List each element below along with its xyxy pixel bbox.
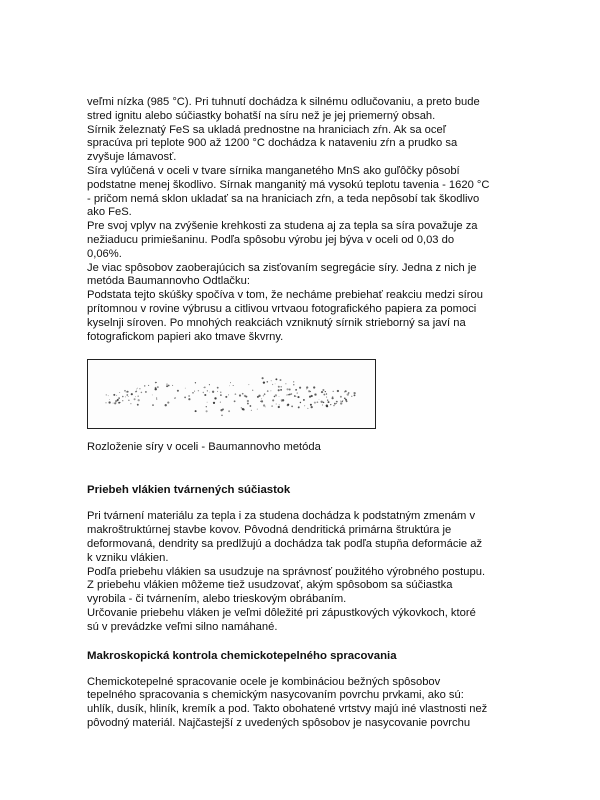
text-line: makroštruktúrnej stavbe kovov. Pôvodná dendritická primárna štruktúra je bbox=[87, 524, 452, 537]
sulfur-speckle bbox=[286, 395, 287, 396]
sulfur-speckle bbox=[340, 403, 342, 405]
sulfur-speckle bbox=[290, 393, 292, 395]
sulfur-speckle bbox=[271, 406, 273, 408]
sulfur-speckle bbox=[275, 395, 277, 397]
sulfur-speckle bbox=[279, 396, 280, 397]
text-line: podstatne menej škodlivo. Sírnak manganitý má vysokú teplotu tavenia - 1620 °C bbox=[87, 178, 490, 191]
sulfur-speckle bbox=[251, 410, 252, 411]
sulfur-speckle bbox=[137, 388, 138, 389]
sulfur-speckle bbox=[270, 391, 271, 392]
sulfur-speckle bbox=[204, 394, 206, 396]
sulfur-speckle bbox=[261, 399, 262, 400]
sulfur-speckle bbox=[333, 391, 334, 392]
sulfur-speckle bbox=[198, 390, 199, 391]
sulfur-speckle bbox=[336, 403, 337, 404]
sulfur-speckle bbox=[203, 392, 204, 393]
text-line: pôvodný materiál. Najčastejší z uvedených spôsobov je nasycovanie povrchu bbox=[87, 716, 471, 729]
section-heading-chemical-heat-treatment: Makroskopická kontrola chemickotepelného spracovania bbox=[87, 649, 397, 662]
text-line: Sírnik železnatý FeS sa ukladá prednostne na hraniciach zŕn. Ak sa oceľ bbox=[87, 123, 446, 136]
sulfur-speckle bbox=[274, 396, 275, 397]
text-line: zvyšuje lámavosť. bbox=[87, 151, 177, 164]
sulfur-speckle bbox=[184, 397, 186, 399]
text-line: spracúva pri teplote 900 až 1200 °C dochádza k nataveniu zŕn a prudko sa bbox=[87, 137, 458, 150]
sulfur-speckle bbox=[209, 384, 210, 385]
sulfur-speckle bbox=[310, 404, 312, 406]
sulfur-speckle bbox=[221, 415, 222, 416]
sulfur-speckle bbox=[319, 399, 320, 400]
sulfur-speckle bbox=[220, 392, 221, 393]
sulfur-speckle bbox=[212, 391, 214, 393]
sulfur-speckle bbox=[156, 382, 157, 383]
sulfur-speckle bbox=[263, 405, 265, 407]
sulfur-speckle bbox=[351, 396, 352, 397]
sulfur-speckle bbox=[314, 402, 316, 404]
sulfur-speckle bbox=[280, 389, 282, 391]
sulfur-speckle bbox=[297, 393, 298, 394]
chemical-heat-treatment-text-block bbox=[87, 676, 527, 731]
sulfur-speckle bbox=[106, 395, 107, 396]
text-line: deformovaná, dendrity sa predlžujú a dochádza tak podľa stupňa deformácie až bbox=[87, 537, 483, 550]
sulfur-speckle bbox=[141, 392, 143, 394]
sulfur-speckle bbox=[330, 404, 331, 405]
sulfur-speckle bbox=[278, 390, 280, 392]
sulfur-speckle bbox=[289, 389, 291, 391]
sulfur-speckle bbox=[271, 381, 272, 382]
sulfur-speckle bbox=[128, 400, 129, 401]
sulfur-speckle bbox=[230, 383, 231, 384]
sulfur-speckle bbox=[220, 395, 222, 397]
sulfur-speckle bbox=[124, 390, 126, 392]
text-line: Z priebehu vlákien môžeme tiež usudzovať, akým spôsobom sa súčiastka bbox=[87, 579, 453, 592]
sulfur-speckle bbox=[228, 395, 229, 396]
sulfur-speckle bbox=[265, 407, 266, 408]
text-line: Podľa priebehu vlákien sa usudzuje na správnosť použitého výrobného postupu. bbox=[87, 565, 486, 578]
sulfur-speckle bbox=[185, 388, 186, 389]
text-line: Síra vylúčená v oceli v tvare sírnika manganetého MnS ako guľôčky pôsobí bbox=[87, 164, 460, 177]
sulfur-speckle bbox=[126, 394, 128, 396]
sulfur-speckle bbox=[261, 401, 263, 403]
sulfur-speckle bbox=[206, 406, 207, 407]
sulfur-speckle bbox=[114, 403, 116, 405]
sulfur-speckle bbox=[157, 386, 159, 388]
sulfur-speckle bbox=[220, 402, 221, 403]
sulfur-speckle bbox=[257, 409, 258, 410]
sulfur-speckle bbox=[125, 397, 126, 398]
sulfur-speckle bbox=[321, 401, 323, 403]
sulfur-speckle bbox=[306, 387, 308, 389]
sulfur-speckle bbox=[322, 405, 323, 406]
sulfur-speckle bbox=[293, 384, 294, 385]
sulfur-speckle bbox=[138, 399, 140, 401]
sulfur-speckle bbox=[242, 408, 244, 410]
sulfur-speckle bbox=[119, 392, 120, 393]
sulfur-speckle bbox=[322, 389, 324, 391]
sulfur-speckle bbox=[113, 394, 115, 396]
sulfur-speckle bbox=[203, 388, 204, 389]
sulfur-speckle bbox=[280, 386, 281, 387]
sulfur-speckle bbox=[233, 385, 234, 386]
sulfur-speckle bbox=[217, 387, 219, 389]
sulfur-speckle bbox=[165, 404, 167, 406]
sulfur-speckle bbox=[341, 401, 343, 403]
sulfur-speckle bbox=[155, 388, 157, 390]
sulfur-speckle bbox=[300, 402, 301, 403]
text-line: prítomnou v rovine výbrusu a citlivou vrtvaou fotografického papiera za pomoci bbox=[87, 302, 477, 315]
sulfur-speckle bbox=[289, 394, 291, 396]
sulfur-speckle bbox=[136, 389, 137, 390]
sulfur-speckle bbox=[328, 402, 330, 404]
sulfur-speckle bbox=[234, 401, 236, 403]
sulfur-speckle bbox=[128, 397, 129, 398]
sulfur-speckle bbox=[281, 401, 282, 402]
sulfur-speckle bbox=[325, 391, 326, 392]
sulfur-speckle bbox=[275, 384, 276, 385]
sulfur-speckle bbox=[152, 395, 153, 396]
sulfur-speckle bbox=[317, 402, 319, 404]
text-line: ako FeS. bbox=[87, 206, 132, 219]
sulfur-speckle bbox=[262, 378, 264, 380]
sulfur-speckle bbox=[207, 391, 208, 392]
sulfur-speckle bbox=[263, 382, 265, 384]
sulfur-speckle bbox=[293, 382, 294, 383]
text-line: k vzniku vlákien. bbox=[87, 551, 169, 564]
sulfur-speckle bbox=[195, 410, 197, 412]
sulfur-speckle bbox=[137, 396, 139, 398]
sulfur-speckle bbox=[235, 394, 237, 396]
baumann-print-figure bbox=[87, 359, 376, 429]
sulfur-speckle bbox=[250, 405, 252, 407]
text-line: fotografickom papieri ako tmave škvrny. bbox=[87, 330, 284, 343]
text-line: Podstata tejto skúšky spočíva v tom, že necháme prebiehať reakciu medzi sírou bbox=[87, 289, 483, 302]
sulfur-speckle bbox=[152, 405, 154, 407]
sulfur-speckle-image bbox=[88, 360, 375, 428]
sulfur-speckle bbox=[294, 395, 296, 397]
sulfur-speckle bbox=[298, 407, 300, 409]
sulfur-speckle bbox=[321, 391, 323, 393]
sulfur-speckle bbox=[122, 396, 124, 398]
sulfur-speckle bbox=[326, 397, 327, 398]
sulfur-speckle bbox=[340, 396, 342, 398]
sulfur-speckle bbox=[314, 394, 316, 396]
sulfur-speckle bbox=[354, 395, 356, 397]
sulfur-speckle bbox=[108, 396, 109, 397]
sulfur-speckle bbox=[267, 391, 269, 393]
sulfur-speckle bbox=[168, 385, 170, 387]
sulfur-speckle bbox=[105, 403, 106, 404]
sulfur-speckle bbox=[304, 406, 305, 407]
sulfur-speckle bbox=[119, 402, 120, 403]
sulfur-speckle bbox=[272, 400, 274, 402]
sulfur-speckle bbox=[309, 396, 311, 398]
sulfur-speckle bbox=[327, 400, 328, 401]
sulfur-speckle bbox=[225, 396, 227, 398]
sulfur-speckle bbox=[260, 401, 261, 402]
sulfur-speckle bbox=[118, 398, 120, 400]
sulfur-speckle bbox=[287, 389, 289, 391]
sulfur-speckle bbox=[156, 398, 157, 399]
sulfur-speckle bbox=[113, 403, 114, 404]
sulfur-speckle bbox=[348, 392, 350, 394]
sulfur-speckle bbox=[248, 384, 249, 385]
sulfur-speckle bbox=[306, 389, 307, 390]
sulfur-speckle bbox=[220, 409, 222, 411]
sulfur-speckle bbox=[313, 387, 315, 389]
sulfur-speckle bbox=[278, 406, 280, 408]
sulfur-speckle bbox=[353, 392, 355, 394]
fiber-flow-text-block bbox=[87, 510, 527, 634]
sulfur-speckle bbox=[285, 384, 286, 385]
text-line: vyrobila - či tvárnením, alebo trieskovým obrábaním. bbox=[87, 593, 347, 606]
sulfur-speckle bbox=[135, 391, 136, 392]
sulfur-speckle bbox=[308, 390, 310, 392]
text-line: - pričom nemá sklon ukladať sa na hraniciach zŕn, a teda nepôsobí tak škodlivo bbox=[87, 192, 480, 205]
sulfur-speckle bbox=[299, 387, 301, 389]
sulfur-speckle bbox=[229, 386, 230, 387]
text-line: 0,06%. bbox=[87, 247, 122, 260]
sulfur-speckle bbox=[272, 384, 273, 385]
sulfur-speckle bbox=[214, 398, 216, 400]
sulfur-speckle bbox=[131, 393, 133, 395]
sulfur-speckle bbox=[326, 394, 327, 395]
text-line: veľmi nízka (985 °C). Pri tuhnutí dochádza k silnému odlučovaniu, a preto bude bbox=[87, 96, 480, 108]
sulfur-speckle bbox=[109, 399, 110, 400]
text-line: Je viac spôsobov zaoberajúcich sa zisťovaním segregácie síry. Jedna z nich je bbox=[87, 261, 477, 274]
sulfur-speckle bbox=[323, 402, 325, 404]
sulfur-speckle bbox=[344, 398, 346, 400]
sulfur-speckle bbox=[188, 395, 190, 397]
sulfur-speckle bbox=[257, 396, 259, 398]
sulfur-speckle bbox=[344, 392, 345, 393]
sulfur-speckle bbox=[291, 406, 293, 408]
sulfur-speckle bbox=[134, 399, 136, 401]
sulfur-speckle bbox=[280, 379, 282, 381]
sulfur-speckle bbox=[340, 401, 341, 402]
sulfur-speckle bbox=[188, 398, 190, 400]
text-line: sú v prevádzke veľmi silno namáhané. bbox=[87, 620, 278, 633]
sulfur-speckle bbox=[192, 392, 194, 394]
sulfur-speckle bbox=[267, 381, 269, 383]
sulfur-speckle bbox=[296, 397, 297, 398]
sulfur-speckle bbox=[195, 383, 196, 384]
sulfur-speckle bbox=[263, 395, 264, 396]
sulfur-speckle bbox=[337, 390, 339, 392]
sulfur-speckle bbox=[175, 398, 176, 399]
sulfur-speckle bbox=[213, 402, 215, 404]
text-line: tepelného spracovania s chemickým nasycovaním povrchu prvkami, ako sú: bbox=[87, 689, 464, 702]
sulfur-speckle bbox=[206, 411, 208, 413]
sulfur-speckle bbox=[288, 395, 289, 396]
sulfur-speckle bbox=[345, 399, 347, 401]
sulfur-speckle bbox=[333, 405, 334, 406]
sulfur-speckle bbox=[139, 388, 140, 389]
sulfur-speckle bbox=[336, 401, 338, 403]
sulfur-speckle bbox=[326, 405, 328, 407]
sulfur-speckle bbox=[115, 400, 117, 402]
sulfur-speckle bbox=[347, 394, 349, 396]
text-line: metóda Baumannovho Odtlačku: bbox=[87, 275, 250, 288]
document-page bbox=[87, 96, 527, 731]
text-line: Určovanie priebehu vláken je veľmi dôležité pri zápustkových výkovkoch, ktoré bbox=[87, 606, 476, 619]
sulfur-speckle bbox=[332, 396, 333, 397]
sulfur-speckle bbox=[166, 384, 167, 385]
sulfur-speckle bbox=[311, 406, 313, 408]
sulfur-speckle bbox=[172, 385, 173, 386]
sulfur-speckle bbox=[135, 397, 136, 398]
sulfur-speckle bbox=[239, 395, 241, 397]
sulfur-speckle bbox=[279, 405, 280, 406]
sulfur-speckle bbox=[166, 386, 168, 388]
sulfur-speckle bbox=[194, 391, 195, 392]
sulfur-speckle bbox=[244, 395, 246, 397]
intro-text-block bbox=[87, 96, 527, 344]
text-line: nežiaducu primiešaninu. Podľa spôsobu výrobu jej býva v oceli od 0,03 do bbox=[87, 233, 455, 246]
sulfur-speckle bbox=[307, 408, 308, 409]
sulfur-speckle bbox=[155, 387, 156, 388]
sulfur-speckle bbox=[144, 385, 146, 387]
section-heading-fiber-flow: Priebeh vlákien tvárnených súčiastok bbox=[87, 484, 291, 497]
sulfur-speckle bbox=[137, 404, 139, 406]
sulfur-speckle bbox=[116, 395, 117, 396]
sulfur-speckle bbox=[228, 411, 230, 413]
figure-caption: Rozloženie síry v oceli - Baumannovho metóda bbox=[87, 441, 321, 454]
sulfur-speckle bbox=[108, 402, 110, 404]
sulfur-speckle bbox=[127, 391, 129, 393]
sulfur-speckle bbox=[323, 394, 325, 396]
sulfur-speckle bbox=[148, 385, 149, 386]
sulfur-speckle bbox=[241, 408, 242, 409]
sulfur-speckle bbox=[264, 394, 266, 396]
sulfur-speckle bbox=[276, 404, 277, 405]
sulfur-speckle bbox=[295, 389, 297, 391]
sulfur-speckle bbox=[126, 392, 127, 393]
sulfur-speckle bbox=[209, 392, 210, 393]
sulfur-speckle bbox=[287, 405, 289, 407]
text-line: uhlík, dusík, hliník, kremík a pod. Takto obohatené vrtstvy majú iné vlastnosti než bbox=[87, 703, 488, 716]
sulfur-speckle bbox=[204, 387, 206, 389]
sulfur-speckle bbox=[217, 391, 218, 392]
text-line: Pri tvárnení materiálu za tepla i za studena dochádza k podstatným zmenám v bbox=[87, 510, 476, 523]
sulfur-speckle bbox=[247, 400, 249, 402]
sulfur-speckle bbox=[122, 400, 123, 401]
sulfur-speckle bbox=[130, 403, 131, 404]
sulfur-speckle bbox=[242, 393, 244, 395]
sulfur-speckle bbox=[145, 391, 147, 393]
sulfur-speckle bbox=[156, 399, 157, 400]
sulfur-speckle bbox=[297, 396, 299, 398]
text-line: Chemickotepelné spracovanie ocele je kombináciou bežných spôsobov bbox=[87, 675, 441, 688]
text-line: kyselnji síroven. Po mnohých reakciách vzniknutý sírnik strieborný sa javí na bbox=[87, 316, 466, 329]
sulfur-speckle bbox=[247, 403, 249, 405]
sulfur-speckle bbox=[278, 386, 280, 388]
sulfur-speckle bbox=[167, 402, 169, 404]
sulfur-speckle bbox=[207, 402, 208, 403]
text-line: stred ignitu alebo súčiastky bohatší na síru než je jej priemerný obsah. bbox=[87, 109, 436, 122]
text-line: Pre svoj vplyv na zvýšenie krehkosti za studena aj za tepla sa síra považuje za bbox=[87, 220, 478, 233]
sulfur-speckle bbox=[252, 390, 253, 391]
sulfur-speckle bbox=[177, 390, 179, 392]
sulfur-speckle bbox=[303, 399, 305, 401]
sulfur-speckle bbox=[275, 379, 277, 381]
sulfur-speckle bbox=[334, 403, 336, 405]
